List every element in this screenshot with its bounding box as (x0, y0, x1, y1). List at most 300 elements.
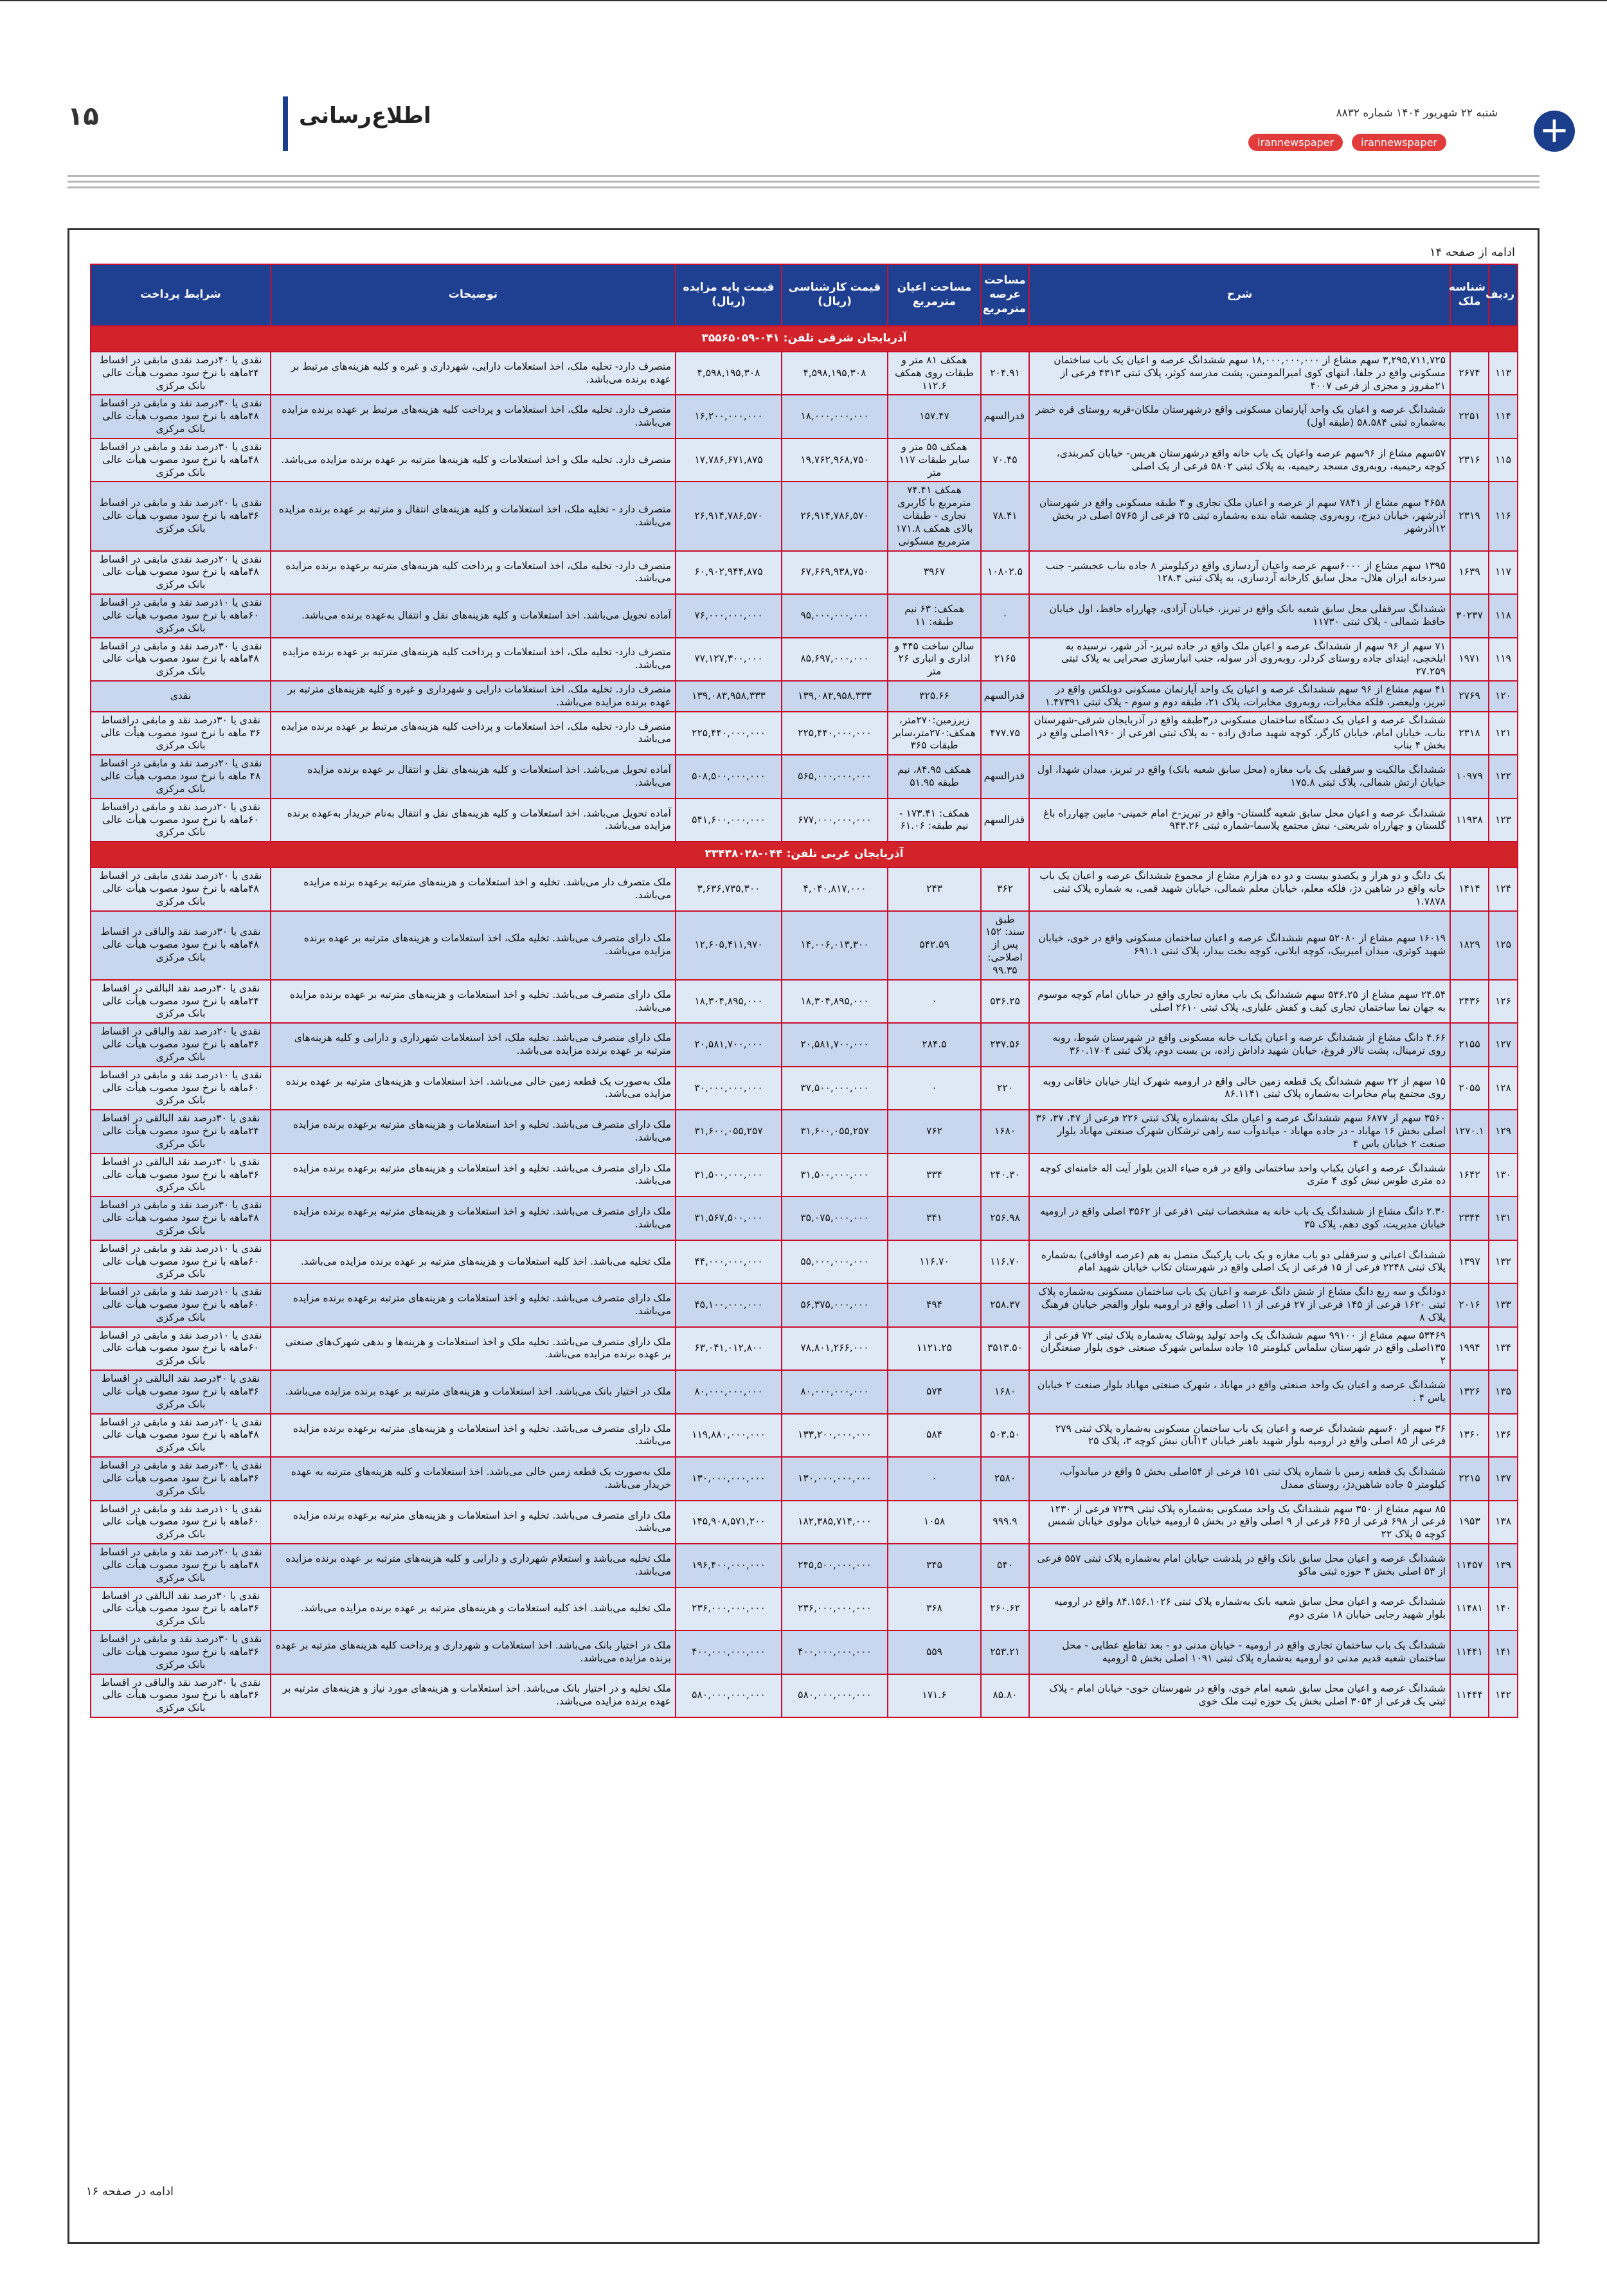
table-row (91, 712, 1518, 755)
cell-desc: ششدانگ اعیانی و سرقفلی دو باب مغازه و یک باب پارکینگ متصل به هم (عرصه اوقافی) به‌شماره پلاک ثبتی ۲۲۴۸ فرعی از ۱۵ فرعی از یک اصلی واقع در شهرستان تکاب خیابان شهید امام (1029, 1240, 1450, 1283)
cell-id: ۱۱۹۳۸ (1450, 799, 1489, 842)
cell-no: ۱۴۰ (1489, 1587, 1518, 1631)
cell-desc: یک دانگ و دو هزار و یکصدو بیست و دو ده هزارم مشاع از مجموع ششدانگ عرصه و اعیان یک باب خانه واقع در شاهین دژ، فلکه معلم، خیابان معلم شمالی، خیابان شهید قمی، به شماره پلاک ثبتی ۱.۷۸۷۸ (1029, 867, 1450, 910)
cell-notes: ملک در اختیار بانک می‌باشد. اخذ استعلامات و شهرداری و پرداخت کلیه هزینه‌های مترتبه بر عهده برنده مزایده می‌باشد. (271, 1631, 676, 1674)
cell-no: ۱۲۵ (1489, 911, 1518, 980)
cell-id: ۱۱۴۵۷ (1450, 1544, 1489, 1587)
cell-base: ۷۷,۱۲۷,۳۰۰,۰۰۰ (676, 638, 782, 681)
cell-desc: ششدانگ عرصه و اعیان محل سابق بانک واقع در پلدشت خیابان امام به‌شماره پلاک ثبتی ۵۵۷ فرعی از ۵۳ اصلی بخش ۳ حوزه ثبتی ماکو (1029, 1544, 1450, 1587)
cell-build: همکف: ۱۷۳.۴۱ - نیم طبقه: ۶۱.۰۶ (888, 799, 981, 842)
cell-expert: ۴۰۰,۰۰۰,۰۰۰,۰۰۰ (782, 1631, 888, 1674)
cell-expert: ۸۰,۰۰۰,۰۰۰,۰۰۰ (782, 1370, 888, 1413)
cell-id: ۲۳۱۹ (1450, 482, 1489, 550)
cell-base: ۴,۵۹۸,۱۹۵,۳۰۸ (676, 352, 782, 395)
cell-base: ۱۲,۶۰۵,۴۱۱,۹۷۰ (676, 911, 782, 980)
cell-land: ۵۴۰ (981, 1544, 1029, 1587)
cell-base: ۲۳۶,۰۰۰,۰۰۰,۰۰۰ (676, 1587, 782, 1631)
cell-expert: ۸۵,۶۹۷,۰۰۰,۰۰۰ (782, 638, 888, 681)
cell-expert: ۵۵,۰۰۰,۰۰۰,۰۰۰ (782, 1240, 888, 1283)
cell-land: ۲۳۷.۵۶ (981, 1023, 1029, 1066)
cell-notes: ملک دارای متصرف می‌باشد. تخلیه و اخذ استعلامات و هزینه‌های مترتبه برعهده برنده مزایده می‌باشد. (271, 1283, 676, 1326)
cell-expert: ۱۹,۷۶۲,۹۶۸,۷۵۰ (782, 438, 888, 482)
cell-notes: آماده تحویل می‌باشد. اخذ استعلامات و کلیه هزینه‌های نقل و انتقال به‌نام خریدار به‌عهده برنده مزایده می‌باشد. (271, 799, 676, 842)
cell-expert: ۶۷,۶۶۹,۹۳۸,۷۵۰ (782, 551, 888, 594)
cell-id: ۲۱۵۵ (1450, 1023, 1489, 1066)
cell-build: سالن ساخت ۴۴۵ و اداری و انباری ۲۶ متر (888, 638, 981, 681)
cell-build: ۳۹۶۷ (888, 551, 981, 594)
cell-no: ۱۳۴ (1489, 1327, 1518, 1370)
cell-notes: ملک دارای متصرف می‌باشد. تخلیه و اخذ استعلامات و هزینه‌های مترتبه بر عهده برنده مزایده می‌باشد. (271, 980, 676, 1023)
cell-pay: نقدی یا ۳۰درصد نقد و مابقی در اقساط ۴۸ماهه با نرخ سود مصوب هیأت عالی بانک مرکزی (91, 1197, 271, 1240)
cell-notes: ملک دارای متصرف می‌باشد. تخلیه و اخذ استعلامات و هزینه‌های مترتبه برعهده برنده مزایده می‌باشد. (271, 1153, 676, 1197)
cell-id: ۲۳۴۴ (1450, 1197, 1489, 1240)
cell-id: ۱۳۹۷ (1450, 1240, 1489, 1283)
cell-base: ۲۶,۹۱۴,۷۸۶,۵۷۰ (676, 482, 782, 550)
cell-no: ۱۱۸ (1489, 594, 1518, 637)
cell-expert: ۲۲۵,۴۴۰,۰۰۰,۰۰۰ (782, 712, 888, 755)
cell-desc: ۲۴.۵۴ سهم مشاع از ۵۳۶.۲۵ سهم ششدانگ یک باب مغازه تجاری واقع در خیابان امام کوچه موسوم به جهان نما ساختمان تجاری کیف و کفش علیاری، پلاک ثبتی ۲۶۱۰ اصلی (1029, 980, 1450, 1023)
table-row (91, 1674, 1518, 1717)
table-row (91, 681, 1518, 712)
cell-no: ۱۳۱ (1489, 1197, 1518, 1240)
cell-build: همکف ۸۴.۹۵، نیم طبقه ۵۱.۹۵ (888, 755, 981, 798)
social-handle-1[interactable]: irannewspaper (1248, 134, 1343, 151)
table-row (91, 1110, 1518, 1153)
table-row (91, 1457, 1518, 1500)
cell-desc: ۱۳۹۵ سهم مشاع از ۶۰۰۰سهم عرصه واعیان آردسازی واقع درکیلومتر ۸ جاده بناب عجبشیر- جنب سردخانه ایران هلال- محل سابق کارخانه آردسازی، به پلاک ثبتی ۱۲۸.۴ (1029, 551, 1450, 594)
cell-base: ۱۷,۷۸۶,۶۷۱,۸۷۵ (676, 438, 782, 482)
cell-notes: ملک دارای متصرف می‌باشد. تخلیه و اخذ استعلامات و هزینه‌های مترتبه برعهده برنده مزایده می‌باشد. (271, 1501, 676, 1544)
cell-base: ۱۳۹,۰۸۳,۹۵۸,۳۳۳ (676, 681, 782, 712)
cell-expert: ۳۱,۶۰۰,۰۵۵,۲۵۷ (782, 1110, 888, 1153)
table-row (91, 352, 1518, 395)
cell-base: ۵۸۰,۰۰۰,۰۰۰,۰۰۰ (676, 1674, 782, 1717)
cell-build: ۵۴۲.۵۹ (888, 911, 981, 980)
cell-land: ۷۸.۴۱ (981, 482, 1029, 550)
cell-land: ۱۶۸۰ (981, 1110, 1029, 1153)
cell-land: ۵۰۳.۵۰ (981, 1414, 1029, 1457)
cell-desc: ۱۵ سهم از ۲۲ سهم ششدانگ یک قطعه زمین خالی واقع در ارومیه شهرک ایثار خیابان خاقانی روبه روی مجتمع پیام مخابرات به‌شماره پلاک ثبتی ۸۶.۱۱۴۱ (1029, 1067, 1450, 1110)
cell-build: ۳۶۸ (888, 1587, 981, 1631)
table-row (91, 1240, 1518, 1283)
cell-no: ۱۱۶ (1489, 482, 1518, 550)
cell-base: ۴۵,۱۰۰,۰۰۰,۰۰۰ (676, 1283, 782, 1326)
cell-no: ۱۲۸ (1489, 1067, 1518, 1110)
cell-id: ۱۳۲۶ (1450, 1370, 1489, 1413)
cell-base: ۲۲۵,۴۴۰,۰۰۰,۰۰۰ (676, 712, 782, 755)
cell-base: ۷۶,۰۰۰,۰۰۰,۰۰۰ (676, 594, 782, 637)
col-build: مساحت اعیان مترمربع (888, 264, 981, 326)
cell-notes: متصرف دارد- تخلیه ملک، اخذ استعلامات و پرداخت کلیه هزینه‌های مترتبه برعهده برنده مزایده می‌باشد. (271, 551, 676, 594)
cell-build: زیرزمین:۲۷۰متر، همکف:۲۷۰متر،سایر طبقات ۳۶۵ (888, 712, 981, 755)
cell-notes: متصرف دارد- تخلیه ملک، اخذ استعلامات دارایی، شهرداری و غیره و کلیه هزینه‌های مرتبط بر عهده برنده می‌باشد. (271, 352, 676, 395)
cell-notes: ملک تخلیه می‌باشد. اخذ کلیه استعلامات و هزینه‌های مترتبه بر عهده برنده مزایده می‌باشد. (271, 1240, 676, 1283)
cell-expert: ۱۸,۳۰۴,۸۹۵,۰۰۰ (782, 980, 888, 1023)
cell-land: ۰ (981, 594, 1029, 637)
cell-pay: نقدی یا ۳۰درصد نقد و مابقی دراقساط ۳۶ ماهه با نرخ سود مصوب هیأت عالی بانک مرکزی (91, 712, 271, 755)
cell-no: ۱۲۰ (1489, 681, 1518, 712)
cell-no: ۱۳۹ (1489, 1544, 1518, 1587)
cell-build: همکف ۸۱ متر و طبقات روی همکف ۱۱۲.۶ (888, 352, 981, 395)
cell-expert: ۴,۵۹۸,۱۹۵,۳۰۸ (782, 352, 888, 395)
cell-build: ۵۸۴ (888, 1414, 981, 1457)
cell-build: همکف: ۶۳ نیم طبقه: ۱۱ (888, 594, 981, 637)
cell-build: ۵۵۹ (888, 1631, 981, 1674)
cell-notes: ملک تخلیه می‌باشد. اخذ کلیه استعلامات و هزینه‌های مترتبه بر عهده برنده مزایده می‌باشد. (271, 1587, 676, 1631)
cell-pay: نقدی یا ۳۰درصد نقد البالقی در اقساط ۳۶ماهه با نرخ سود مصوب هیأت عالی بانک مرکزی (91, 1153, 271, 1197)
cell-land: ۲۲۰ (981, 1067, 1029, 1110)
cell-land: ۱۱۶.۷۰ (981, 1240, 1029, 1283)
cell-id: ۱۳۶۰ (1450, 1414, 1489, 1457)
cell-id: ۲۰۵۵ (1450, 1067, 1489, 1110)
cell-notes: ملک متصرف دار می‌باشد. تخلیه و اخذ استعلامات و هزینه‌های مترتبه برعهده برنده مزایده می‌باشد. (271, 867, 676, 910)
section-heading-east: آذربایجان شرقی تلفن: ۰۴۱-۳۵۵۶۵۰۵۹ (91, 326, 1518, 352)
table-row (91, 1501, 1518, 1544)
cell-notes: ملک دارای متصرف می‌باشد. تخلیه و اخذ استعلامات و هزینه‌های مترتبه برعهده برنده مزایده می‌باشد. (271, 1197, 676, 1240)
cell-base: ۳۱,۶۰۰,۰۵۵,۲۵۷ (676, 1110, 782, 1153)
cell-no: ۱۴۲ (1489, 1674, 1518, 1717)
cell-id: ۱۱۴۸۱ (1450, 1587, 1489, 1631)
cell-expert: ۲۴۵,۵۰۰,۰۰۰,۰۰۰ (782, 1544, 888, 1587)
cell-id: ۲۴۳۶ (1450, 980, 1489, 1023)
cell-build: همکف ۷۴.۴۱ مترمربع با کاربری تجاری - طبقات بالای همکف ۱۷۱.۸ مترمربع مسکونی (888, 482, 981, 550)
header-rules (67, 175, 1540, 192)
cell-notes: ملک دارای متصرف می‌باشد. تخلیه ملک و اخذ استعلامات و هزینه‌ها و بدهی شهرک‌های صنعتی بر عهده برنده مزایده می‌باشد. (271, 1327, 676, 1370)
cell-no: ۱۴۱ (1489, 1631, 1518, 1674)
table-row (91, 638, 1518, 681)
cell-expert: ۳۱,۵۰۰,۰۰۰,۰۰۰ (782, 1153, 888, 1197)
cell-desc: ششدانگ یک قطعه زمین با شماره پلاک ثبتی ۱۵۱ فرعی از ۵۴اصلی بخش ۵ واقع در میاندوآب، کیلومتر ۵ جاده شاهین‌دژ، روستای ممدل (1029, 1457, 1450, 1500)
cell-id: ۱۸۲۹ (1450, 911, 1489, 980)
cell-expert: ۱۸,۰۰۰,۰۰۰,۰۰۰ (782, 395, 888, 438)
cell-desc: ۷۱ سهم از ۹۶ سهم از ششدانگ عرصه و اعیان ملک واقع در جاده تبریز- آذر شهر، نرسیده به ایلخچی، ابتدای جاده روستای کردلر، روبه‌روی آذر سوله، جنب انبارسازی صحرایی به پلاک ثبتی ۲۷.۲۵۹ (1029, 638, 1450, 681)
cell-pay: نقدی یا ۲۰درصد نقد و مابقی در اقساط ۴۸ماهه با نرخ سود مصوب هیأت عالی بانک مرکزی (91, 1544, 271, 1587)
cell-expert: ۲۰,۵۸۱,۷۰۰,۰۰۰ (782, 1023, 888, 1066)
cell-id: ۱۲۷۰.۱ (1450, 1110, 1489, 1153)
table-row (91, 1587, 1518, 1631)
cell-land: طبق سند: ۱۵۲ پس از اصلاحی: ۹۹.۳۵ (981, 911, 1029, 980)
col-desc: شرح (1029, 264, 1450, 326)
cell-no: ۱۳۷ (1489, 1457, 1518, 1500)
cell-base: ۴۰۰,۰۰۰,۰۰۰,۰۰۰ (676, 1631, 782, 1674)
cell-desc: ۱۶۰۱۹ سهم مشاع از ۵۲۰۸۰ سهم ششدانگ عرصه و اعیان ساختمان مسکونی واقع در خوی، خیابان شهید کوثری، میدان امیربیک، کوچه ایلانی، کوچه بخت بیدار، پلاک ثبتی ۶۹۱.۱ (1029, 911, 1450, 980)
cell-desc: ششدانگ سرقفلی محل سابق شعبه بانک واقع در تبریز، خیابان آزادی، چهارراه حافظ، اول خیابان حافظ شمالی - پلاک ثبتی ۱۱۷۳۰ (1029, 594, 1450, 637)
cell-land: ۵۳۶.۲۵ (981, 980, 1029, 1023)
col-id: شناسه ملک (1450, 264, 1489, 326)
table-row (91, 395, 1518, 438)
cell-build: ۴۹۴ (888, 1283, 981, 1326)
cell-id: ۳۰۲۳۷ (1450, 594, 1489, 637)
cell-desc: دودانگ و سه ربع دانگ مشاع از شش دانگ عرصه و اعیان یک باب ساختمان مسکونی به‌شماره پلاک ثبتی ۱۶۲۰ فرعی از ۱۴۵ فرعی از ۲۷ فرعی از ۱۱ اصلی واقع در ارومیه بلوار والفجر خیابان فرهنگ پلاک ۸ (1029, 1283, 1450, 1326)
cell-expert: ۱۳۰,۰۰۰,۰۰۰,۰۰۰ (782, 1457, 888, 1500)
cell-expert: ۳۷,۵۰۰,۰۰۰,۰۰۰ (782, 1067, 888, 1110)
cell-expert: ۲۳۶,۰۰۰,۰۰۰,۰۰۰ (782, 1587, 888, 1631)
cell-notes: ملک در اختیار بانک می‌باشد. اخذ استعلامات و هزینه‌های مترتبه بر عهده برنده مزایده می‌باشد. (271, 1370, 676, 1413)
cell-id: ۲۲۱۵ (1450, 1457, 1489, 1500)
social-handles (1248, 134, 1446, 151)
cell-desc: ۳,۲۹۵,۷۱۱,۷۲۵ سهم مشاع از ۱۸,۰۰۰,۰۰۰,۰۰۰ سهم ششدانگ عرصه و اعیان یک باب ساختمان مسکونی واقع در جلفا، انتهای کوی امیرالمومنین، پشت مدرسه کوثر، پلاک ثبتی ۴۳۱۳ فرعی از ۲۱مفروز و مجزی از فرعی ۴۰۰۷ (1029, 352, 1450, 395)
cell-expert: ۹۵,۰۰۰,۰۰۰,۰۰۰ (782, 594, 888, 637)
table-row (91, 1197, 1518, 1240)
cell-pay: نقدی یا ۲۰درصد نقد و مابقی در اقساط ۴۸ ماهه با نرخ سود مصوب هیأت عالی بانک مرکزی (91, 755, 271, 798)
cell-no: ۱۲۱ (1489, 712, 1518, 755)
cell-build: ۱۰۵۸ (888, 1501, 981, 1544)
cell-land: ۲۵۸.۳۷ (981, 1283, 1029, 1326)
table-row (91, 1370, 1518, 1413)
cell-id: ۱۹۵۳ (1450, 1501, 1489, 1544)
cell-pay: نقدی یا ۱۰درصد نقد و مابقی در اقساط ۶۰ماهه با نرخ سود مصوب هیأت عالی بانک مرکزی (91, 1501, 271, 1544)
cell-no: ۱۲۷ (1489, 1023, 1518, 1066)
cell-desc: ۴۶۵۸ سهم مشاع از ۷۸۴۱ سهم از عرصه و اعیان ملک تجاری و ۳ طبقه مسکونی واقع در شهرستان آذرشهر، خیابان دیزج، روبه‌روی چشمه شاه بنده به‌شماره ثبتی ۲۵ فرعی از ۵۷۶۵ اصلی در بخش ۱۲آذرشهر (1029, 482, 1450, 550)
table-row (91, 1153, 1518, 1197)
cell-expert: ۱۴,۰۰۶,۰۱۳,۳۰۰ (782, 911, 888, 980)
cell-no: ۱۳۵ (1489, 1370, 1518, 1413)
cell-no: ۱۱۷ (1489, 551, 1518, 594)
cell-desc: ۳۶ سهم از ۶۰سهم ششدانگ عرصه و اعیان یک باب ساختمان مسکونی به‌شماره پلاک ثبتی ۲۷۹ فرعی از ۸۵ اصلی واقع در ارومیه بلوار شهید باهنر خیابان ۱۳آبان نبش کوچه ۳، پلاک ۲۵ (1029, 1414, 1450, 1457)
cell-desc: ششدانگ عرصه و اعیان یکباب واحد ساختمانی واقع در فره ضیاء الدین بلوار آیت اله خامنه‌ای کوچه ده متری طوس نبش کوی ۴ متری (1029, 1153, 1450, 1197)
cell-land: ۱۶۸۰ (981, 1370, 1029, 1413)
cell-expert: ۵۶,۳۷۵,۰۰۰,۰۰۰ (782, 1283, 888, 1326)
cell-pay: نقدی یا ۲۰درصد نقد والباقی در اقساط ۳۶ماهه با نرخ سود مصوب هیأت عالی بانک مرکزی (91, 1023, 271, 1066)
cell-no: ۱۱۴ (1489, 395, 1518, 438)
cell-notes: متصرف دارد - تخلیه ملک، اخذ استعلامات و کلیه هزینه‌های انتقال و مترتبه بر عهده برنده مزایده می‌باشد. (271, 482, 676, 550)
cell-expert: ۵۶۵,۰۰۰,۰۰۰,۰۰۰ (782, 755, 888, 798)
cell-base: ۱۱۹,۸۸۰,۰۰۰,۰۰۰ (676, 1414, 782, 1457)
cell-notes: متصرف دارد- تخلیه ملک، اخذ استعلامات و پرداخت کلیه هزینه‌های مرتبط بر عهده برنده مزایده می‌باشد (271, 712, 676, 755)
cell-no: ۱۳۶ (1489, 1414, 1518, 1457)
table-row (91, 1023, 1518, 1066)
cell-pay: نقدی یا ۳۰درصد نقد البالقی در اقساط ۲۴ماهه با نرخ سود مصوب هیأت عالی بانک مرکزی (91, 1110, 271, 1153)
cell-notes: ملک دارای متصرف می‌باشد. تخلیه ملک، اخذ استعلامات شهرداری و دارایی و کلیه هزینه‌های مترتبه بر عهده برنده مزایده می‌باشد. (271, 1023, 676, 1066)
cell-build: ۱۱۲۱.۲۵ (888, 1327, 981, 1370)
cell-expert: ۱۳۹,۰۸۳,۹۵۸,۳۳۳ (782, 681, 888, 712)
table-row (91, 755, 1518, 798)
cell-pay: نقدی (91, 681, 271, 712)
cell-notes: ملک تخلیه می‌باشد و استعلام شهرداری و دارایی و کلیه هزینه‌های مترتبه بر عهده برنده مزایده می‌باشد. (271, 1544, 676, 1587)
table-row (91, 799, 1518, 842)
cell-id: ۲۳۱۸ (1450, 712, 1489, 755)
table-header (91, 264, 1518, 326)
col-land: مساحت عرصه مترمربع (981, 264, 1029, 326)
cell-build: ۵۷۴ (888, 1370, 981, 1413)
col-notes: توضیحات (271, 264, 676, 326)
cell-pay: نقدی یا ۲۰درصد نقد و مابقی دراقساط ۶۰ماهه با نرخ سود مصوب هیأت عالی بانک مرکزی (91, 799, 271, 842)
cell-desc: ششدانگ عرصه و اعیان محل سابق شعبه امام خوی، واقع در شهرستان خوی- خیابان امام - پلاک ثبتی یک فرعی از ۳۰۵۴ اصلی بخش یک حوزه ثبت ملک خوی (1029, 1674, 1450, 1717)
cell-build: ۲۸۴.۵ (888, 1023, 981, 1066)
cell-no: ۱۲۲ (1489, 755, 1518, 798)
col-row: ردیف (1489, 264, 1518, 326)
cell-id: ۱۱۴۴۴ (1450, 1674, 1489, 1717)
cell-base: ۲۰,۵۸۱,۷۰۰,۰۰۰ (676, 1023, 782, 1066)
cell-base: ۸۰,۰۰۰,۰۰۰,۰۰۰ (676, 1370, 782, 1413)
cell-no: ۱۳۲ (1489, 1240, 1518, 1283)
table-row (91, 911, 1518, 980)
cell-land: قدرالسهم (981, 395, 1029, 438)
cell-pay: نقدی یا ۳۰درصد نقد والباقی در اقساط ۴۸ماهه با نرخ سود مصوب هیأت عالی بانک مرکزی (91, 911, 271, 980)
cell-pay: نقدی یا ۳۰درصد نقد البالقی در اقساط ۲۴ماهه با نرخ سود مصوب هیأت عالی بانک مرکزی (91, 980, 271, 1023)
continued-from: ادامه از صفحه ۱۴ (1429, 246, 1515, 259)
cell-notes: متصرف دارد- تخلیه ملک، اخذ استعلامات و پرداخت کلیه هزینه‌های مترتبه بر عهده برنده مزایده می‌باشد. (271, 638, 676, 681)
cell-build: ۱۵۷.۴۷ (888, 395, 981, 438)
cell-desc: ششدانگ عرصه و اعیان یک دستگاه ساختمان مسکونی در۳طبقه واقع در آذربایجان شرقی-شهرستان بناب، خیابان امام، خیابان کارگر، کوچه شهید صادق زاده - به پلاک ثبتی افرعی از ۱۹۶۰اصلی واقع در بخش ۴ بناب (1029, 712, 1450, 755)
table-row (91, 1327, 1518, 1370)
section-title: اطلاع‌رسانی (299, 103, 431, 129)
cell-desc: ششدانگ عرصه و اعیان یک واحد صنعتی واقع در مهاباد ، شهرک صنعتی مهاباد بلوار صنعت ۲ خیابان یاس ۴ . (1029, 1370, 1450, 1413)
table-row (91, 482, 1518, 550)
cell-desc: ششدانگ یک باب ساختمان تجاری واقع در ارومیه - خیابان مدنی دو - بعد تقاطع عطایی - محل ساختمان شعبه قدیم مدنی دو ارومیه به‌شماره پلاک ثبتی ۱۰۹۱ اصلی بخش ۵ ارومیه (1029, 1631, 1450, 1674)
cell-notes: متصرف دارد. تخلیه ملک، اخذ استعلامات و پرداخت کلیه هزینه‌های مرتبط بر عهده برنده مزایده می‌باشد. (271, 395, 676, 438)
cell-land: ۲۴۰.۳۰ (981, 1153, 1029, 1197)
cell-build: ۳۴۱ (888, 1197, 981, 1240)
table-row (91, 1414, 1518, 1457)
cell-notes: آماده تحویل می‌باشد. اخذ استعلامات و کلیه هزینه‌های نقل و انتقال به‌عهده برنده می‌باشد. (271, 594, 676, 637)
cell-desc: ۵۷سهم مشاع از ۹۶سهم عرصه واعیان یک باب خانه واقع درشهرستان هریس- خیابان کمربندی، کوچه رحیمیه، روبه‌روی مسجد رحیمیه، به پلاک ثبتی ۵۸۰۲ فرعی از یک اصلی (1029, 438, 1450, 482)
cell-no: ۱۳۳ (1489, 1283, 1518, 1326)
cell-expert: ۷۸,۸۰۱,۲۶۶,۰۰۰ (782, 1327, 888, 1370)
table-row (91, 1067, 1518, 1110)
cell-build: ۰ (888, 1457, 981, 1500)
cell-pay: نقدی یا ۲۰درصد نقدی مابقی در اقساط ۴۸ماهه با نرخ سود مصوب هیأت عالی بانک مرکزی (91, 867, 271, 910)
cell-notes: متصرف دارد. تخلیه ملک، اخذ استعلامات دارایی و شهرداری و غیره و کلیه هزینه‌های مترتبه بر عهده برنده مزایده می‌باشد. (271, 681, 676, 712)
cell-land: ۱۰۸۰۲.۵ (981, 551, 1029, 594)
cell-build: همکف ۵۵ متر و سایر طبقات ۱۱۷ متر (888, 438, 981, 482)
cell-pay: نقدی یا ۳۰درصد نقد و مابقی در اقساط ۴۸ماهه با نرخ سود مصوب هیأت عالی بانک مرکزی (91, 638, 271, 681)
cell-pay: نقدی یا ۳۰درصد نقد و مابقی در اقساط ۳۶ماهه با نرخ سود مصوب هیأت عالی بانک مرکزی (91, 1457, 271, 1500)
cell-notes: ملک تخلیه و در اختیار بانک می‌باشد. اخذ استعلامات و هزینه‌های مورد نیاز و هزینه‌های مترتبه بر عهده برنده مزایده می‌باشد. (271, 1674, 676, 1717)
cell-base: ۵۴۱,۶۰۰,۰۰۰,۰۰۰ (676, 799, 782, 842)
cell-pay: نقدی یا ۳۰درصد نقد البالقی در اقساط ۳۶ماهه با نرخ سود مصوب هیأت عالی بانک مرکزی (91, 1587, 271, 1631)
cell-build: ۲۴۳ (888, 867, 981, 910)
cell-build: ۱۷۱.۶ (888, 1674, 981, 1717)
col-base: قیمت پایه مزایده (ریال) (676, 264, 782, 326)
cell-pay: نقدی یا ۳۰درصد نقد البالقی در اقساط ۳۶ماهه با نرخ سود مصوب هیأت عالی بانک مرکزی (91, 1370, 271, 1413)
cell-base: ۱۶,۲۰۰,۰۰۰,۰۰۰ (676, 395, 782, 438)
auction-table (90, 264, 1518, 1718)
cell-desc: ششدانگ عرصه و اعیان یک واحد آپارتمان مسکونی واقع درشهرستان ملکان-قریه روستای قره خضر به‌شماره ثبتی ۵۸.۵۸۴ (طبقه اول) (1029, 395, 1450, 438)
cell-expert: ۵۸۰,۰۰۰,۰۰۰,۰۰۰ (782, 1674, 888, 1717)
table-row (91, 594, 1518, 637)
cell-pay: نقدی یا ۱۰درصد نقد و مابقی در اقساط ۶۰ماهه با نرخ سود مصوب هیأت عالی بانک مرکزی (91, 1283, 271, 1326)
cell-expert: ۱۸۲,۳۸۵,۷۱۴,۰۰۰ (782, 1501, 888, 1544)
cell-desc: ششدانگ مالکیت و سرقفلی یک باب مغازه (محل سابق شعبه بانک) واقع در تبریز، میدان شهدا، اول خیابان ارتش شمالی، پلاک ثبتی ۱۷۵.۸ (1029, 755, 1450, 798)
cell-land: ۲۵۸۰ (981, 1457, 1029, 1500)
cell-notes: متصرف دارد. تخلیه ملک و اخذ استعلامات و کلیه هزینه‌ها مترتبه بر عهده برنده مزایده می‌باشد. (271, 438, 676, 482)
table-row (91, 551, 1518, 594)
cell-pay: نقدی یا ۲۰درصد نقد و مابقی در اقساط ۳۶ماهه با نرخ سود مصوب هیأت عالی بانک مرکزی (91, 482, 271, 550)
cell-base: ۶۰,۹۰۲,۹۴۴,۸۷۵ (676, 551, 782, 594)
cell-land: ۲۵۳.۲۱ (981, 1631, 1029, 1674)
cell-base: ۳۱,۵۰۰,۰۰۰,۰۰۰ (676, 1153, 782, 1197)
table-row (91, 1283, 1518, 1326)
cell-desc: ششدانگ عرصه و اعیان محل سابق شعبه گلستان- واقع در تبریز-خ امام خمینی- مابین چهارراه باغ گلستان و چهارراه شریعتی- نبش مجتمع پلاسما-شماره ثبتی ۹۴۳.۲۶ (1029, 799, 1450, 842)
continued-to: ادامه در صفحه ۱۶ (85, 2185, 174, 2198)
cell-land: قدرالسهم (981, 799, 1029, 842)
cell-no: ۱۱۹ (1489, 638, 1518, 681)
cell-land: ۳۵۱۳.۵۰ (981, 1327, 1029, 1370)
cell-id: ۱۹۷۱ (1450, 638, 1489, 681)
cell-no: ۱۲۳ (1489, 799, 1518, 842)
cell-pay: نقدی یا ۱۰درصد نقد و مابقی در اقساط ۶۰ماهه با نرخ سود مصوب هیأت عالی بانک مرکزی (91, 1240, 271, 1283)
cell-land: ۲۵۶.۹۸ (981, 1197, 1029, 1240)
cell-notes: ملک دارای متصرف می‌باشد. تخلیه و اخذ استعلامات و هزینه‌های مترتبه برعهده برنده مزایده می‌باشد. (271, 1110, 676, 1153)
cell-id: ۲۰۱۶ (1450, 1283, 1489, 1326)
cell-notes: آماده تحویل می‌باشد. اخذ استعلامات و کلیه هزینه‌های نقل و انتقال بر عهده برنده مزایده می‌باشد. (271, 755, 676, 798)
cell-base: ۱۳۰,۰۰۰,۰۰۰,۰۰۰ (676, 1457, 782, 1500)
cell-desc: ۸۵ سهم مشاع از ۳۵۰ سهم ششدانگ یک واحد مسکونی به‌شماره پلاک ثبتی ۷۲۳۹ فرعی از ۱۲۳۰ فرعی از ۶۹۸ فرعی از ۶۶۵ فرعی از ۹ اصلی واقع در بخش ۵ ارومیه خیابان مولوی خیابان شمس کوچه ۵ پلاک ۲۲ (1029, 1501, 1450, 1544)
cell-notes: ملک دارای متصرف می‌باشد. تخلیه ملک، اخذ استعلامات و هزینه‌های مترتبه بر عهده برنده مزایده می‌باشد. (271, 911, 676, 980)
cell-base: ۳,۶۳۶,۷۳۵,۳۰۰ (676, 867, 782, 910)
cell-pay: نقدی یا ۳۰درصد نقد و مابقی در اقساط ۴۸ماهه با نرخ سود مصوب هیأت عالی بانک مرکزی (91, 438, 271, 482)
date-line: شنبه ۲۲ شهریور ۱۴۰۴ شماره ۸۸۳۲ (1336, 107, 1498, 120)
cell-pay: نقدی یا ۳۰درصد نقد و مابقی در اقساط ۳۶ماهه با نرخ سود مصوب هیأت عالی بانک مرکزی (91, 1631, 271, 1674)
table-row (91, 438, 1518, 482)
cell-id: ۲۷۶۹ (1450, 681, 1489, 712)
cell-land: قدرالسهم (981, 755, 1029, 798)
cell-expert: ۳۵,۰۷۵,۰۰۰,۰۰۰ (782, 1197, 888, 1240)
table-row (91, 867, 1518, 910)
section-heading-west: آذربایجان غربی تلفن: ۰۴۴-۳۳۴۳۸۰۲۸ (91, 842, 1518, 867)
cell-no: ۱۳۰ (1489, 1153, 1518, 1197)
cell-no: ۱۱۳ (1489, 352, 1518, 395)
cell-land: قدرالسهم (981, 681, 1029, 712)
cell-base: ۶۳,۰۴۱,۰۱۲,۸۰۰ (676, 1327, 782, 1370)
cell-land: ۳۶۲ (981, 867, 1029, 910)
cell-build: ۰ (888, 1067, 981, 1110)
cell-land: ۷۰.۴۵ (981, 438, 1029, 482)
cell-expert: ۴,۰۴۰,۸۱۷,۰۰۰ (782, 867, 888, 910)
cell-no: ۱۳۸ (1489, 1501, 1518, 1544)
cell-no: ۱۱۵ (1489, 438, 1518, 482)
cell-id: ۱۶۴۲ (1450, 1153, 1489, 1197)
cell-notes: ملک دارای متصرف می‌باشد. تخلیه و اخذ استعلامات و هزینه‌های مترتبه برعهده برنده مزایده می‌باشد. (271, 1414, 676, 1457)
cell-base: ۱۸,۳۰۴,۸۹۵,۰۰۰ (676, 980, 782, 1023)
cell-id: ۱۰۹۷۹ (1450, 755, 1489, 798)
cell-no: ۱۲۴ (1489, 867, 1518, 910)
cell-id: ۲۶۷۴ (1450, 352, 1489, 395)
cell-base: ۱۹۶,۴۰۰,۰۰۰,۰۰۰ (676, 1544, 782, 1587)
cell-pay: نقدی یا ۱۰درصد نقد و مابقی در اقساط ۶۰ماهه با نرخ سود مصوب هیأت عالی بانک مرکزی (91, 594, 271, 637)
cell-notes: ملک به‌صورت یک قطعه زمین خالی می‌باشد. اخذ استعلامات و کلیه هزینه‌های مترتبه به عهده خریدار می‌باشد. (271, 1457, 676, 1500)
cell-build: ۳۳۴ (888, 1153, 981, 1197)
cell-desc: ششدانگ عرصه و اعیان محل سابق شعبه بانک به‌شماره پلاک ثبتی ۸۴.۱۵۶.۱۰۲۶ واقع در ارومیه بلوار شهید رجایی خیابان ۱۸ متری دوم (1029, 1587, 1450, 1631)
page-number: ۱۵ (67, 102, 99, 131)
table-row (91, 1631, 1518, 1674)
cell-id: ۲۳۱۶ (1450, 438, 1489, 482)
plus-icon[interactable]: + (1534, 111, 1575, 152)
cell-land: ۴۷۷.۷۵ (981, 712, 1029, 755)
cell-pay: نقدی یا ۱۰درصد نقد و مابقی در اقساط ۶۰ماهه با نرخ سود مصوب هیأت عالی بانک مرکزی (91, 1067, 271, 1110)
cell-build: ۷۶۲ (888, 1110, 981, 1153)
cell-base: ۵۰۸,۵۰۰,۰۰۰,۰۰۰ (676, 755, 782, 798)
cell-notes: ملک به‌صورت یک قطعه زمین خالی می‌باشد. اخذ استعلامات و هزینه‌های مترتبه بر عهده برنده مزایده می‌باشد. (271, 1067, 676, 1110)
cell-base: ۴۴,۰۰۰,۰۰۰,۰۰۰ (676, 1240, 782, 1283)
cell-pay: نقدی یا ۲۰درصد نقد و مابقی در اقساط ۴۸ماهه با نرخ سود مصوب هیأت عالی بانک مرکزی (91, 1414, 271, 1457)
cell-no: ۱۲۶ (1489, 980, 1518, 1023)
cell-pay: نقدی یا ۲۰درصد نقدی مابقی در اقساط ۴۸ماهه با نرخ سود مصوب هیأت عالی بانک مرکزی (91, 551, 271, 594)
cell-build: ۳۴۵ (888, 1544, 981, 1587)
cell-land: ۲۱۶۵ (981, 638, 1029, 681)
cell-id: ۲۲۵۱ (1450, 395, 1489, 438)
cell-pay: نقدی یا ۳۰درصد نقد والباقی در اقساط ۳۶ماهه با نرخ سود مصوب هیأت عالی بانک مرکزی (91, 1674, 271, 1717)
cell-land: ۲۰۴.۹۱ (981, 352, 1029, 395)
table-row (91, 1544, 1518, 1587)
section-accent-bar (283, 96, 288, 151)
social-handle-2[interactable]: irannewspaper (1352, 134, 1446, 151)
cell-id: ۱۴۱۴ (1450, 867, 1489, 910)
cell-land: ۲۶۰.۶۲ (981, 1587, 1029, 1631)
cell-base: ۱۴۵,۹۰۸,۵۷۱,۲۰۰ (676, 1501, 782, 1544)
cell-desc: ۴.۶۶ دانگ مشاع از ششدانگ عرصه و اعیان یکباب خانه مسکونی واقع در شهرستان شوط، روبه روی ترمینال، پشت تالار فروغ، خیابان شهید داداش زاده، بن بست دوم، پلاک ثبتی ۳۶۰.۱۷۰۴ (1029, 1023, 1450, 1066)
